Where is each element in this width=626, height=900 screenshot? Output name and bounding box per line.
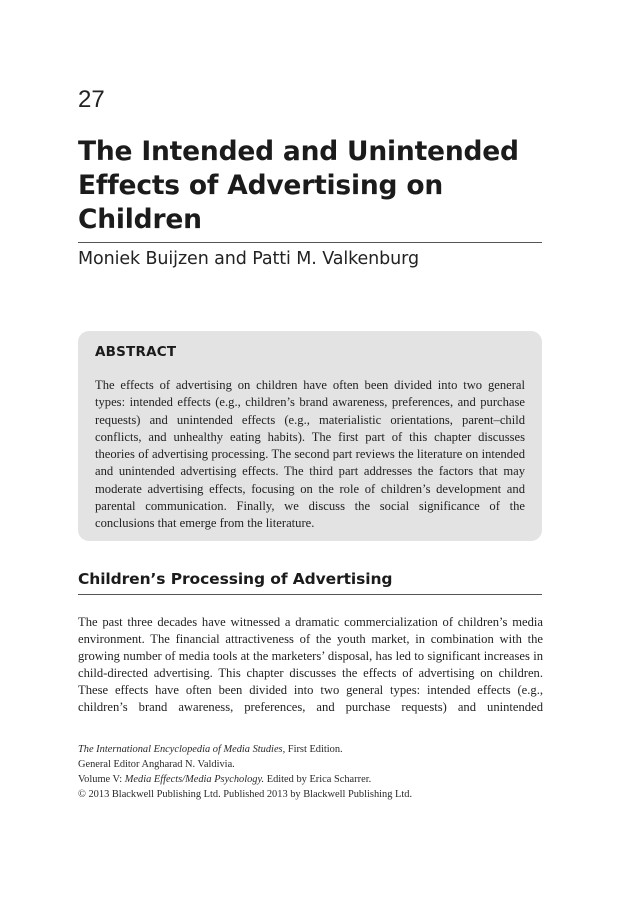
abstract-text: The effects of advertising on children have often been divided into two general types: intended effects (e.g., children’s brand awareness, preferences, and purchase requests) and unintended effects (e.g., materialistic orientations, parent–child conflicts, and unhealthy eating habits). The first part of this chapter discusses theories of advertising processing. The second part reviews the literature on intended and unintended advertising effects. The third part addresses the factors that may moderate advertising effects, focusing on the role of children’s development and parental communication. Finally, we discuss the social significance of the conclusions that emerge from the literature. bbox=[95, 378, 525, 531]
section-heading: Children’s Processing of Advertising bbox=[78, 570, 393, 588]
section-body-text: The past three decades have witnessed a dramatic commercialization of children’s media environment. The financial attractiveness of the youth market, in combination with the growing number of media tools at the marketers’ disposal, has led to significant increases in child-directed advertising. This chapter discusses the effects of advertising on children. These effects have often been divided into two general types: intended effects (e.g., children’s brand awareness, preferences, and purchase requests) and unintended bbox=[78, 615, 543, 715]
abstract-box bbox=[78, 331, 542, 541]
volume-prefix: Volume V: bbox=[78, 773, 125, 785]
encyclopedia-edition: First Edition. bbox=[285, 744, 343, 755]
chapter-authors: Moniek Buijzen and Patti M. Valkenburg bbox=[78, 249, 419, 269]
footer-line-general-editor: General Editor Angharad N. Valdivia. bbox=[78, 758, 235, 770]
title-divider bbox=[78, 242, 542, 243]
chapter-title: The Intended and Unintended Effects of Advertising on Children bbox=[78, 136, 519, 235]
volume-editor: Edited by Erica Scharrer. bbox=[264, 773, 372, 785]
section-divider bbox=[78, 594, 542, 595]
abstract-heading: ABSTRACT bbox=[95, 344, 177, 360]
encyclopedia-title: The International Encyclopedia of Media Studies, bbox=[78, 744, 286, 755]
footer-line-volume bbox=[78, 773, 548, 788]
publication-footer bbox=[78, 743, 548, 803]
footer-line-copyright: © 2013 Blackwell Publishing Ltd. Published 2013 by Blackwell Publishing Ltd. bbox=[78, 788, 413, 800]
chapter-number: 27 bbox=[78, 86, 105, 113]
footer-line-encyclopedia bbox=[78, 743, 548, 758]
volume-title: Media Effects/Media Psychology. bbox=[124, 773, 265, 785]
